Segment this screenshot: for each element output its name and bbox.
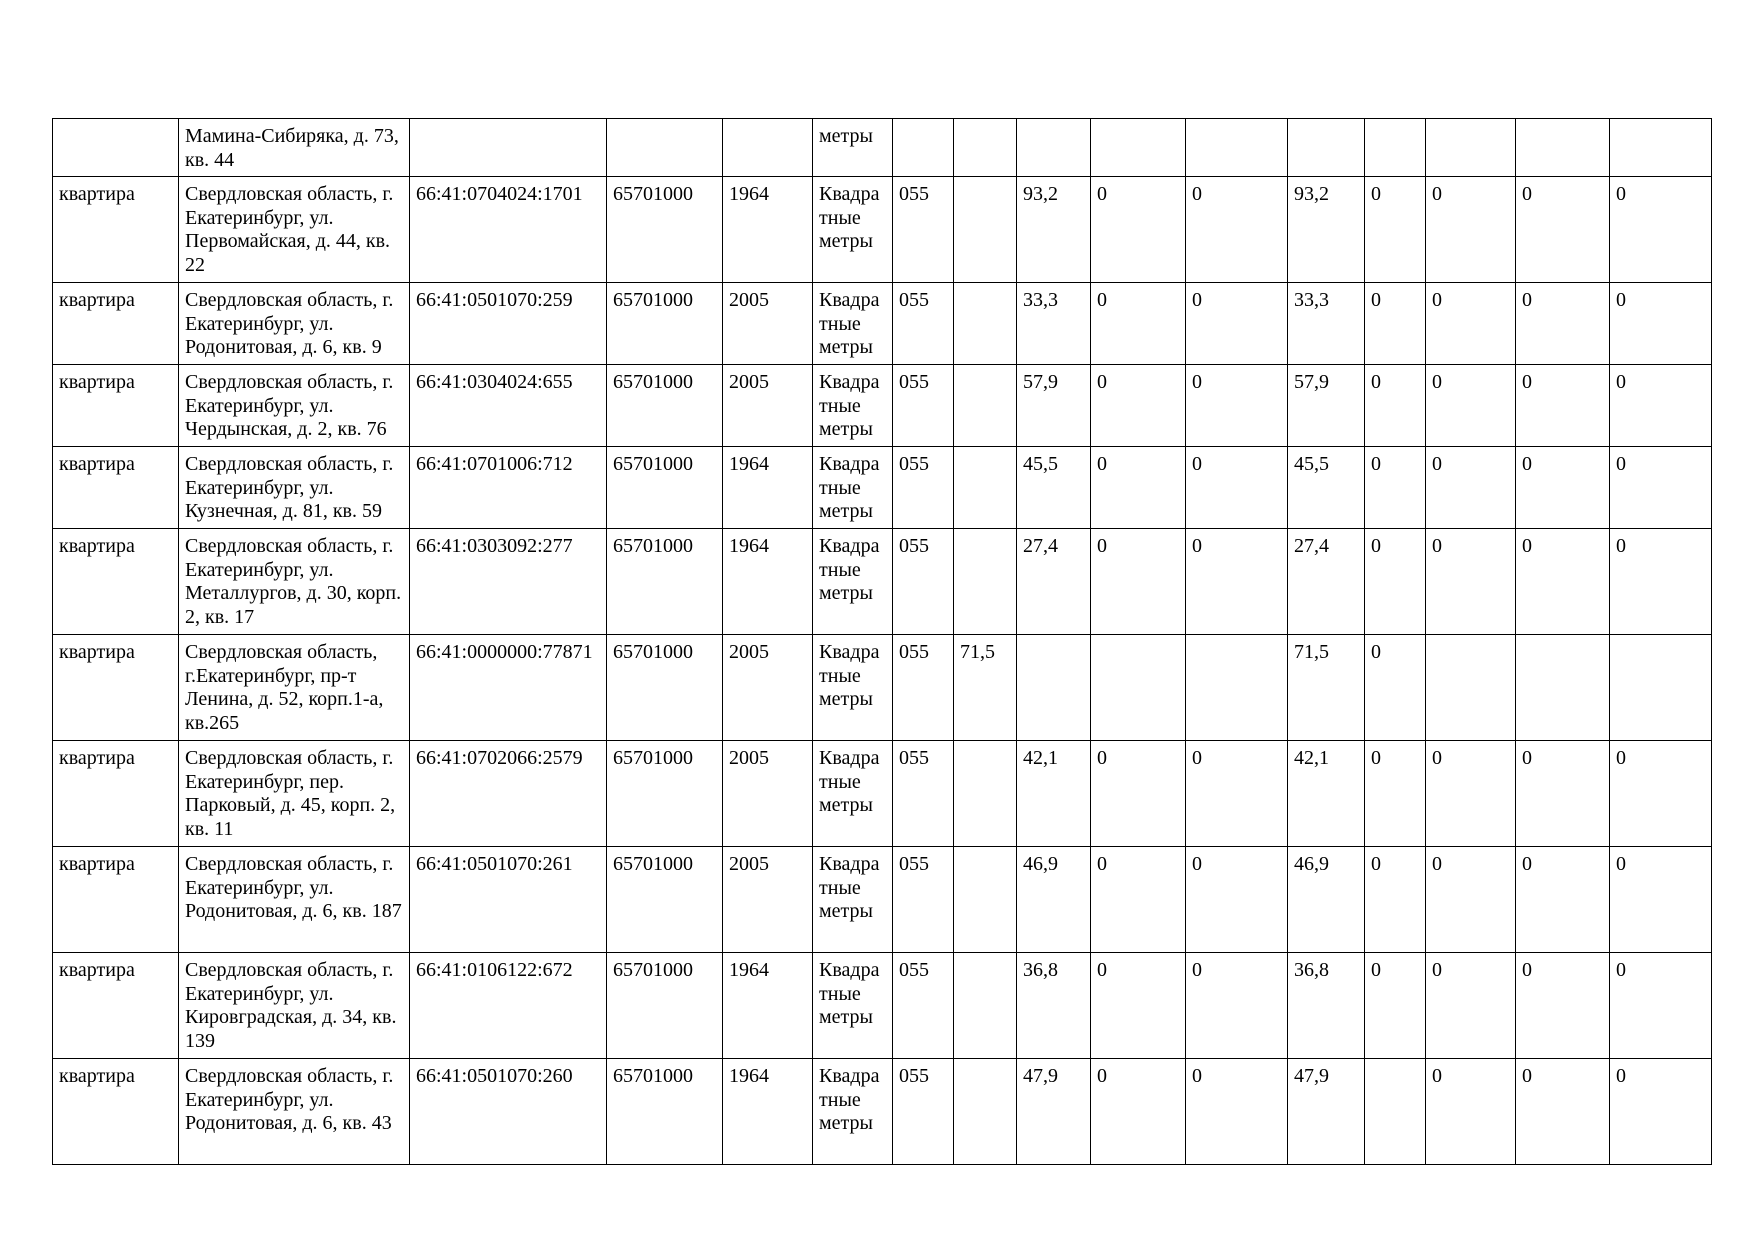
value-cell-11 — [1186, 119, 1288, 177]
value-cell-10: 0 — [1091, 1059, 1186, 1165]
value-cell-16: 0 — [1610, 847, 1712, 953]
value-cell-11: 0 — [1186, 847, 1288, 953]
value-cell-8 — [954, 365, 1017, 447]
value-cell-14: 0 — [1426, 447, 1516, 529]
value-cell-11: 0 — [1186, 283, 1288, 365]
value-cell-15: 0 — [1516, 953, 1610, 1059]
value-cell-14: 0 — [1426, 1059, 1516, 1165]
value-cell-10: 0 — [1091, 529, 1186, 635]
value-cell-13: 0 — [1365, 365, 1426, 447]
value-cell-14 — [1426, 119, 1516, 177]
value-cell-10: 0 — [1091, 283, 1186, 365]
unit-code-cell: 055 — [893, 953, 954, 1059]
unit-name-cell: Квадратные метры — [813, 283, 893, 365]
value-cell-13: 0 — [1365, 741, 1426, 847]
area-cell: 27,4 — [1017, 529, 1091, 635]
area-cell: 36,8 — [1017, 953, 1091, 1059]
object-type-cell: квартира — [53, 283, 179, 365]
address-cell: Свердловская область, г. Екатеринбург, ул. Чердынская, д. 2, кв. 76 — [179, 365, 410, 447]
value-cell-8 — [954, 283, 1017, 365]
area-cell — [1017, 635, 1091, 741]
oktmo-cell: 65701000 — [607, 847, 723, 953]
object-type-cell: квартира — [53, 1059, 179, 1165]
value-cell-16: 0 — [1610, 953, 1712, 1059]
value-cell-8 — [954, 741, 1017, 847]
unit-code-cell: 055 — [893, 365, 954, 447]
value-cell-10 — [1091, 119, 1186, 177]
area-cell — [1017, 119, 1091, 177]
value-cell-11: 0 — [1186, 177, 1288, 283]
value-cell-10: 0 — [1091, 847, 1186, 953]
address-cell: Мамина-Сибиряка, д. 73, кв. 44 — [179, 119, 410, 177]
object-type-cell: квартира — [53, 529, 179, 635]
unit-name-cell: Квадратные метры — [813, 365, 893, 447]
value-cell-14: 0 — [1426, 177, 1516, 283]
value-cell-15: 0 — [1516, 283, 1610, 365]
address-cell: Свердловская область, г.Екатеринбург, пр-т Ленина, д. 52, корп.1-а, кв.265 — [179, 635, 410, 741]
oktmo-cell: 65701000 — [607, 529, 723, 635]
table-row — [53, 529, 1712, 635]
value-cell-10 — [1091, 635, 1186, 741]
value-cell-13: 0 — [1365, 635, 1426, 741]
table-row — [53, 953, 1712, 1059]
value-cell-13: 0 — [1365, 177, 1426, 283]
year-cell: 1964 — [723, 1059, 813, 1165]
value-cell-15: 0 — [1516, 529, 1610, 635]
year-cell: 2005 — [723, 635, 813, 741]
object-type-cell: квартира — [53, 847, 179, 953]
unit-name-cell: Квадратные метры — [813, 447, 893, 529]
value-cell-11: 0 — [1186, 1059, 1288, 1165]
year-cell: 2005 — [723, 847, 813, 953]
value-cell-16 — [1610, 119, 1712, 177]
cadastral-number-cell: 66:41:0704024:1701 — [410, 177, 607, 283]
value-cell-15 — [1516, 635, 1610, 741]
table-row — [53, 741, 1712, 847]
unit-code-cell: 055 — [893, 1059, 954, 1165]
address-cell: Свердловская область, г. Екатеринбург, ул. Первомайская, д. 44, кв. 22 — [179, 177, 410, 283]
address-cell: Свердловская область, г. Екатеринбург, пер. Парковый, д. 45, корп. 2, кв. 11 — [179, 741, 410, 847]
table-row — [53, 1059, 1712, 1165]
oktmo-cell: 65701000 — [607, 953, 723, 1059]
unit-code-cell: 055 — [893, 283, 954, 365]
total-area-cell: 57,9 — [1288, 365, 1365, 447]
value-cell-13: 0 — [1365, 953, 1426, 1059]
total-area-cell: 45,5 — [1288, 447, 1365, 529]
total-area-cell — [1288, 119, 1365, 177]
object-type-cell: квартира — [53, 365, 179, 447]
unit-code-cell: 055 — [893, 177, 954, 283]
year-cell: 1964 — [723, 447, 813, 529]
cadastral-number-cell: 66:41:0701006:712 — [410, 447, 607, 529]
value-cell-11: 0 — [1186, 741, 1288, 847]
value-cell-8 — [954, 1059, 1017, 1165]
area-cell: 47,9 — [1017, 1059, 1091, 1165]
unit-code-cell: 055 — [893, 529, 954, 635]
year-cell: 2005 — [723, 283, 813, 365]
value-cell-15: 0 — [1516, 847, 1610, 953]
value-cell-16: 0 — [1610, 365, 1712, 447]
object-type-cell: квартира — [53, 177, 179, 283]
area-cell: 45,5 — [1017, 447, 1091, 529]
value-cell-11: 0 — [1186, 953, 1288, 1059]
address-cell: Свердловская область, г. Екатеринбург, ул. Родонитовая, д. 6, кв. 187 — [179, 847, 410, 953]
value-cell-13 — [1365, 1059, 1426, 1165]
oktmo-cell: 65701000 — [607, 365, 723, 447]
oktmo-cell: 65701000 — [607, 177, 723, 283]
property-table — [52, 118, 1712, 1165]
cadastral-number-cell: 66:41:0106122:672 — [410, 953, 607, 1059]
value-cell-16: 0 — [1610, 447, 1712, 529]
value-cell-8: 71,5 — [954, 635, 1017, 741]
total-area-cell: 27,4 — [1288, 529, 1365, 635]
table-row — [53, 177, 1712, 283]
cadastral-number-cell: 66:41:0304024:655 — [410, 365, 607, 447]
area-cell: 57,9 — [1017, 365, 1091, 447]
total-area-cell: 36,8 — [1288, 953, 1365, 1059]
cadastral-number-cell: 66:41:0000000:77871 — [410, 635, 607, 741]
value-cell-13: 0 — [1365, 847, 1426, 953]
table-row — [53, 365, 1712, 447]
value-cell-8 — [954, 177, 1017, 283]
value-cell-13 — [1365, 119, 1426, 177]
value-cell-11: 0 — [1186, 529, 1288, 635]
value-cell-15 — [1516, 119, 1610, 177]
oktmo-cell: 65701000 — [607, 283, 723, 365]
value-cell-15: 0 — [1516, 741, 1610, 847]
value-cell-11 — [1186, 635, 1288, 741]
value-cell-8 — [954, 447, 1017, 529]
unit-code-cell: 055 — [893, 741, 954, 847]
value-cell-10: 0 — [1091, 177, 1186, 283]
area-cell: 42,1 — [1017, 741, 1091, 847]
value-cell-8 — [954, 529, 1017, 635]
value-cell-15: 0 — [1516, 177, 1610, 283]
value-cell-8 — [954, 847, 1017, 953]
total-area-cell: 42,1 — [1288, 741, 1365, 847]
value-cell-13: 0 — [1365, 283, 1426, 365]
value-cell-10: 0 — [1091, 741, 1186, 847]
unit-code-cell: 055 — [893, 447, 954, 529]
value-cell-14: 0 — [1426, 953, 1516, 1059]
value-cell-16: 0 — [1610, 177, 1712, 283]
total-area-cell: 33,3 — [1288, 283, 1365, 365]
value-cell-8 — [954, 119, 1017, 177]
table-row — [53, 635, 1712, 741]
address-cell: Свердловская область, г. Екатеринбург, ул. Кузнечная, д. 81, кв. 59 — [179, 447, 410, 529]
object-type-cell: квартира — [53, 741, 179, 847]
value-cell-15: 0 — [1516, 447, 1610, 529]
value-cell-14: 0 — [1426, 365, 1516, 447]
table-row — [53, 447, 1712, 529]
cadastral-number-cell: 66:41:0702066:2579 — [410, 741, 607, 847]
address-cell: Свердловская область, г. Екатеринбург, ул. Металлургов, д. 30, корп. 2, кв. 17 — [179, 529, 410, 635]
cadastral-number-cell: 66:41:0501070:259 — [410, 283, 607, 365]
total-area-cell: 93,2 — [1288, 177, 1365, 283]
object-type-cell: квартира — [53, 953, 179, 1059]
value-cell-14: 0 — [1426, 741, 1516, 847]
value-cell-16: 0 — [1610, 283, 1712, 365]
object-type-cell: квартира — [53, 447, 179, 529]
unit-name-cell: метры — [813, 119, 893, 177]
year-cell: 2005 — [723, 365, 813, 447]
unit-code-cell: 055 — [893, 635, 954, 741]
total-area-cell: 71,5 — [1288, 635, 1365, 741]
unit-code-cell — [893, 119, 954, 177]
value-cell-13: 0 — [1365, 447, 1426, 529]
value-cell-11: 0 — [1186, 365, 1288, 447]
oktmo-cell — [607, 119, 723, 177]
unit-code-cell: 055 — [893, 847, 954, 953]
value-cell-10: 0 — [1091, 447, 1186, 529]
table-row — [53, 283, 1712, 365]
year-cell: 2005 — [723, 741, 813, 847]
value-cell-14: 0 — [1426, 847, 1516, 953]
value-cell-10: 0 — [1091, 953, 1186, 1059]
year-cell: 1964 — [723, 953, 813, 1059]
cadastral-number-cell — [410, 119, 607, 177]
value-cell-14 — [1426, 635, 1516, 741]
cadastral-number-cell: 66:41:0303092:277 — [410, 529, 607, 635]
address-cell: Свердловская область, г. Екатеринбург, ул. Родонитовая, д. 6, кв. 43 — [179, 1059, 410, 1165]
table-row — [53, 119, 1712, 177]
oktmo-cell: 65701000 — [607, 741, 723, 847]
table-row — [53, 847, 1712, 953]
value-cell-11: 0 — [1186, 447, 1288, 529]
area-cell: 46,9 — [1017, 847, 1091, 953]
value-cell-13: 0 — [1365, 529, 1426, 635]
unit-name-cell: Квадратные метры — [813, 177, 893, 283]
oktmo-cell: 65701000 — [607, 635, 723, 741]
area-cell: 93,2 — [1017, 177, 1091, 283]
oktmo-cell: 65701000 — [607, 1059, 723, 1165]
object-type-cell — [53, 119, 179, 177]
table-body — [53, 119, 1712, 1165]
unit-name-cell: Квадратные метры — [813, 847, 893, 953]
cadastral-number-cell: 66:41:0501070:261 — [410, 847, 607, 953]
value-cell-15: 0 — [1516, 1059, 1610, 1165]
unit-name-cell: Квадратные метры — [813, 635, 893, 741]
value-cell-16: 0 — [1610, 1059, 1712, 1165]
value-cell-16: 0 — [1610, 741, 1712, 847]
year-cell: 1964 — [723, 529, 813, 635]
value-cell-15: 0 — [1516, 365, 1610, 447]
unit-name-cell: Квадратные метры — [813, 1059, 893, 1165]
year-cell: 1964 — [723, 177, 813, 283]
cadastral-number-cell: 66:41:0501070:260 — [410, 1059, 607, 1165]
total-area-cell: 47,9 — [1288, 1059, 1365, 1165]
value-cell-10: 0 — [1091, 365, 1186, 447]
value-cell-8 — [954, 953, 1017, 1059]
total-area-cell: 46,9 — [1288, 847, 1365, 953]
unit-name-cell: Квадратные метры — [813, 741, 893, 847]
value-cell-14: 0 — [1426, 529, 1516, 635]
oktmo-cell: 65701000 — [607, 447, 723, 529]
unit-name-cell: Квадратные метры — [813, 529, 893, 635]
object-type-cell: квартира — [53, 635, 179, 741]
value-cell-16 — [1610, 635, 1712, 741]
address-cell: Свердловская область, г. Екатеринбург, ул. Кировградская, д. 34, кв. 139 — [179, 953, 410, 1059]
value-cell-14: 0 — [1426, 283, 1516, 365]
year-cell — [723, 119, 813, 177]
area-cell: 33,3 — [1017, 283, 1091, 365]
unit-name-cell: Квадратные метры — [813, 953, 893, 1059]
address-cell: Свердловская область, г. Екатеринбург, ул. Родонитовая, д. 6, кв. 9 — [179, 283, 410, 365]
value-cell-16: 0 — [1610, 529, 1712, 635]
